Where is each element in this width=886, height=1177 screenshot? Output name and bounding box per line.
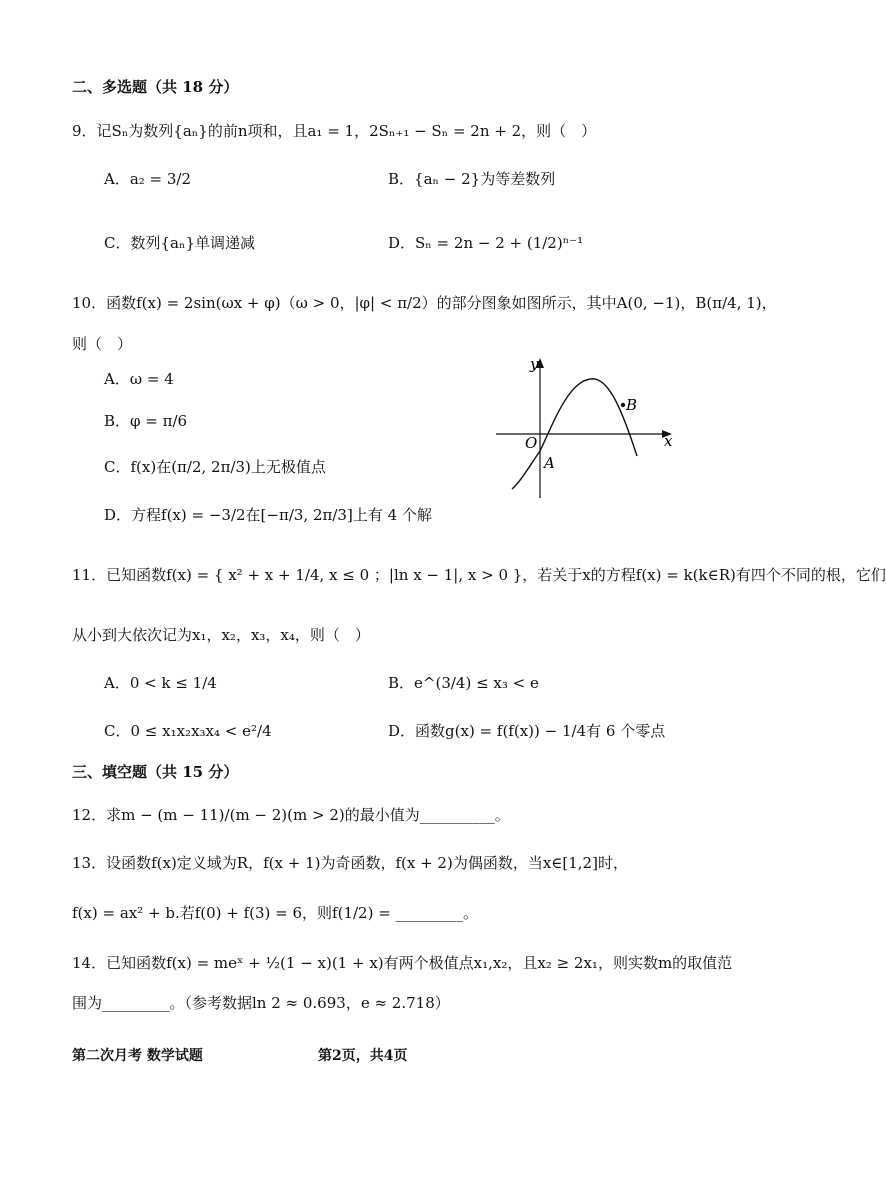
q13-stem-continued: f(x) = ax² + b.若f(0) + f(3) = 6，则f(1/2) = _________。 — [72, 904, 479, 922]
q11-option-a: A．0 < k ≤ 1/4 — [104, 674, 217, 692]
q11-stem-continued: 从小到大依次记为x₁，x₂，x₃，x₄，则（ ） — [72, 626, 370, 644]
q10-option-c: C．f(x)在(π/2, 2π/3)上无极值点 — [104, 458, 326, 476]
q11-option-d: D．函数g(x) = f(f(x)) − 1/4有 6 个零点 — [388, 722, 666, 740]
point-b-label: B — [626, 396, 638, 414]
section-multi-choice-title: 二、多选题（共 18 分） — [72, 78, 239, 96]
q12-stem: 12．求m − (m − 11)/(m − 2)(m > 2)的最小值为__________。 — [72, 806, 510, 824]
y-axis-label: y — [530, 355, 539, 373]
q10-option-d: D．方程f(x) = −3/2在[−π/3, 2π/3]上有 4 个解 — [104, 506, 432, 524]
q9-option-a: A．a₂ = 3/2 — [104, 170, 192, 188]
point-b-marker — [621, 403, 625, 407]
q10-function-graph — [492, 352, 677, 502]
point-a-label: A — [544, 454, 555, 472]
q9-option-c: C．数列{aₙ}单调递减 — [104, 234, 255, 252]
q9-option-b: B．{aₙ − 2}为等差数列 — [388, 170, 556, 188]
q9-stem: 9．记Sₙ为数列{aₙ}的前n项和，且a₁ = 1，2Sₙ₊₁ − Sₙ = 2n + 2，则（ ） — [72, 122, 597, 140]
q10-stem: 10．函数f(x) = 2sin(ωx + φ)（ω > 0，|φ| < π/2）的部分图象如图所示，其中A(0, −1)，B(π/4, 1)， — [72, 294, 777, 312]
q11-stem: 11．已知函数f(x) = { x² + x + 1/4, x ≤ 0 ；|ln x − 1|, x > 0 }，若关于x的方程f(x) = k(k∈R)有四个不同的根，它们 — [72, 566, 886, 584]
x-axis-label: x — [664, 432, 673, 450]
origin-label: O — [525, 434, 538, 452]
footer-page-number: 第2页，共4页 — [318, 1048, 408, 1064]
q9-option-d: D．Sₙ = 2n − 2 + (1/2)ⁿ⁻¹ — [388, 234, 584, 252]
q11-option-b: B．e^(3/4) ≤ x₃ < e — [388, 674, 539, 692]
q10-option-a: A．ω = 4 — [104, 370, 174, 388]
q14-stem: 14．已知函数f(x) = meˣ + ½(1 − x)(1 + x)有两个极值点x₁,x₂，且x₂ ≥ 2x₁，则实数m的取值范 — [72, 954, 733, 972]
q10-stem-continued: 则（ ） — [72, 335, 133, 353]
q14-stem-continued: 围为_________。（参考数据ln 2 ≈ 0.693，e ≈ 2.718） — [72, 994, 450, 1012]
q10-option-b: B．φ = π/6 — [104, 412, 188, 430]
q13-stem: 13．设函数f(x)定义域为R，f(x + 1)为奇函数，f(x + 2)为偶函数，当x∈[1,2]时， — [72, 854, 628, 872]
q11-option-c: C．0 ≤ x₁x₂x₃x₄ < e²/4 — [104, 722, 272, 740]
footer-exam-title: 第二次月考 数学试题 — [72, 1048, 203, 1064]
section-fill-blank-title: 三、填空题（共 15 分） — [72, 763, 239, 781]
